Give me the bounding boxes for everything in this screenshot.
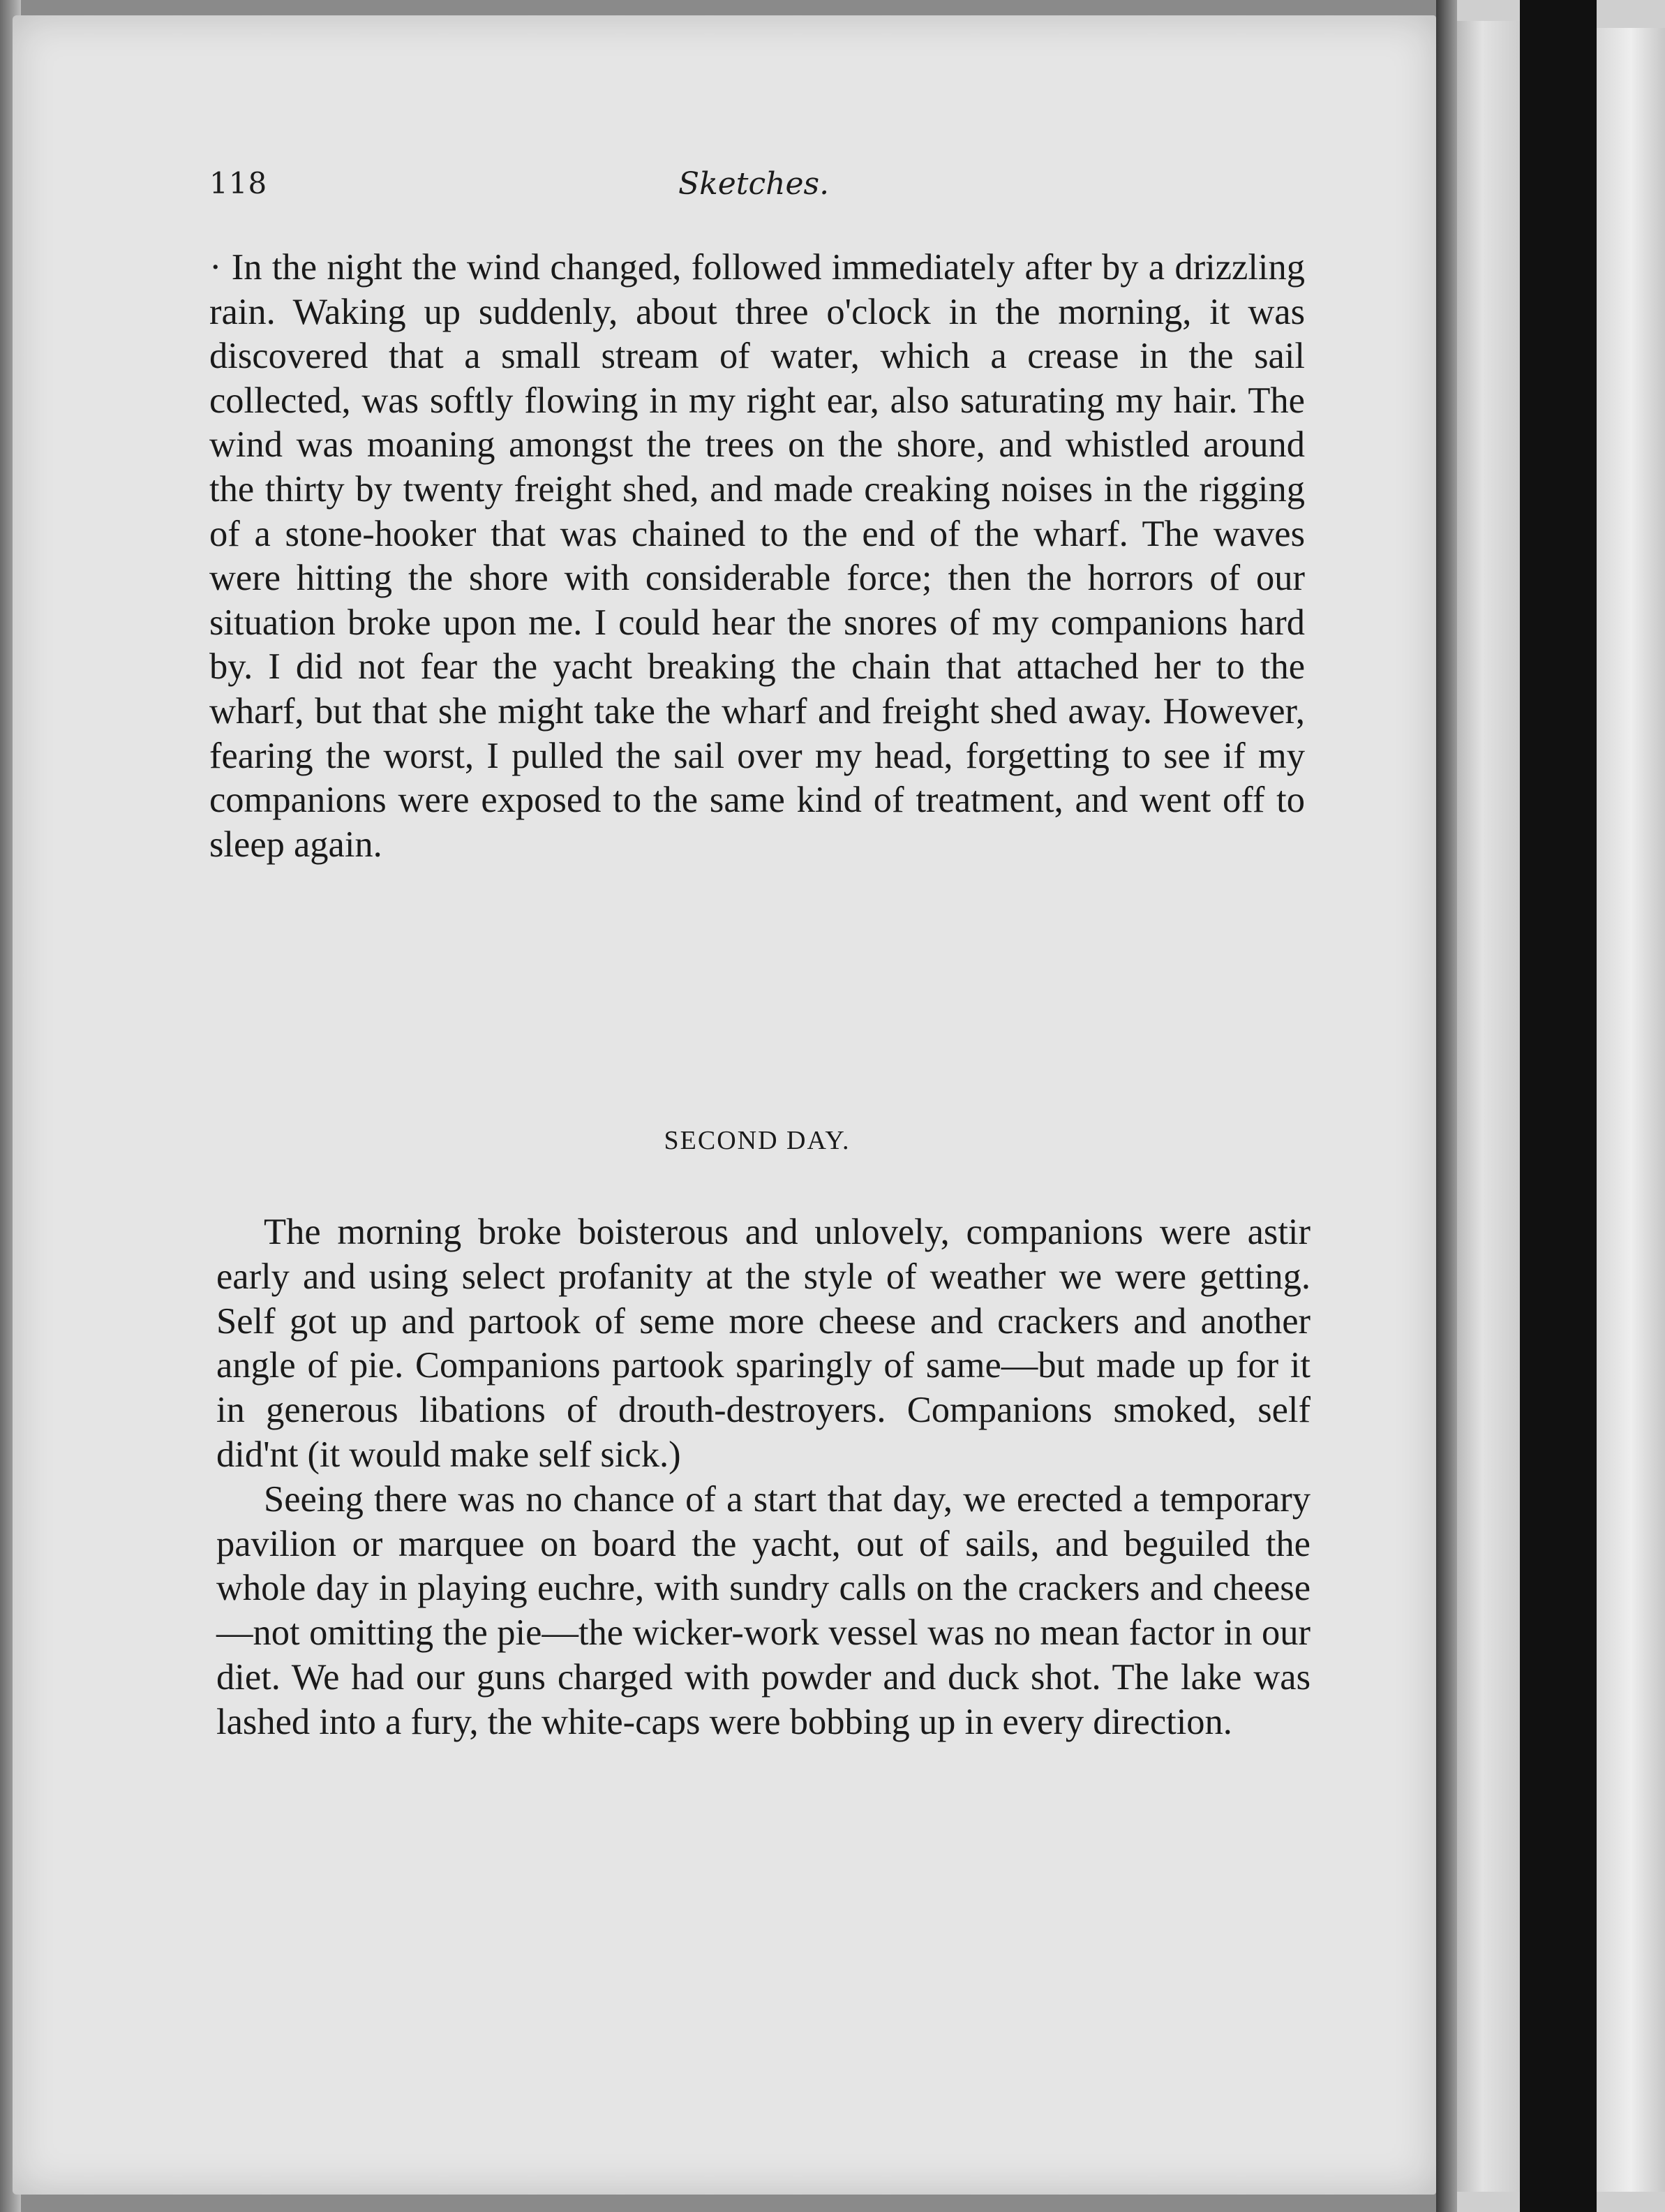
page-header (209, 166, 1298, 215)
paragraph: The morning broke boisterous and unlovely, companions were astir early and using select profanity at the style of weather we were getting. Self got up and partook of seme more cheese and crackers and another angle of pie. Companions partook sparingly of same—but made up for it in generous libations of drouth-destroyers. Companions smoked, self did'nt (it would make self sick.) (216, 1212, 1311, 1475)
paragraph: Seeing there was no chance of a start that day, we erected a temporary pavilion or marquee on board the yacht, out of sails, and beguiled the whole day in playing euchre, with sundry calls on the crackers and cheese—not omitting the pie—the wicker-work vessel was no mean factor in our diet. We had our guns charged with powder and duck shot. The lake was lashed into a fury, the white-caps were bobbing up in every direction. (216, 1478, 1311, 1742)
body-text-section-1 (209, 246, 1305, 867)
section-heading: SECOND DAY. (664, 1126, 851, 1155)
page-number: 118 (209, 166, 268, 200)
paragraph: · In the night the wind changed, followed immediately after by a drizzling rain. Waking up suddenly, about three o'clock in the morning, it was discovered that a small stream of water, which a crease in the sail collected, was softly flowing in my right ear, also saturating my hair. The wind was moaning amongst the trees on the shore, and whistled around the thirty by twenty freight shed, and made creaking noises in the rigging of a stone-hooker that was chained to the end of the wharf. The waves were hitting the shore with considerable force; then the horrors of our situation broke upon me. I could hear the snores of my companions hard by. I did not fear the yacht breaking the chain that attached her to the wharf, but that she might take the wharf and freight shed away. However, fearing the worst, I pulled the sail over my head, forgetting to see if my companions were exposed to the same kind of treatment, and went off to sleep again. (209, 247, 1305, 865)
book-spine (1520, 0, 1597, 2212)
binding-paper-strip (1457, 21, 1520, 2192)
next-page-edge (1597, 28, 1665, 2192)
book-binding (1436, 0, 1665, 2212)
body-text-section-2 (216, 1210, 1311, 1745)
binding-shadow (1436, 0, 1457, 2212)
running-head: Sketches. (678, 166, 830, 202)
